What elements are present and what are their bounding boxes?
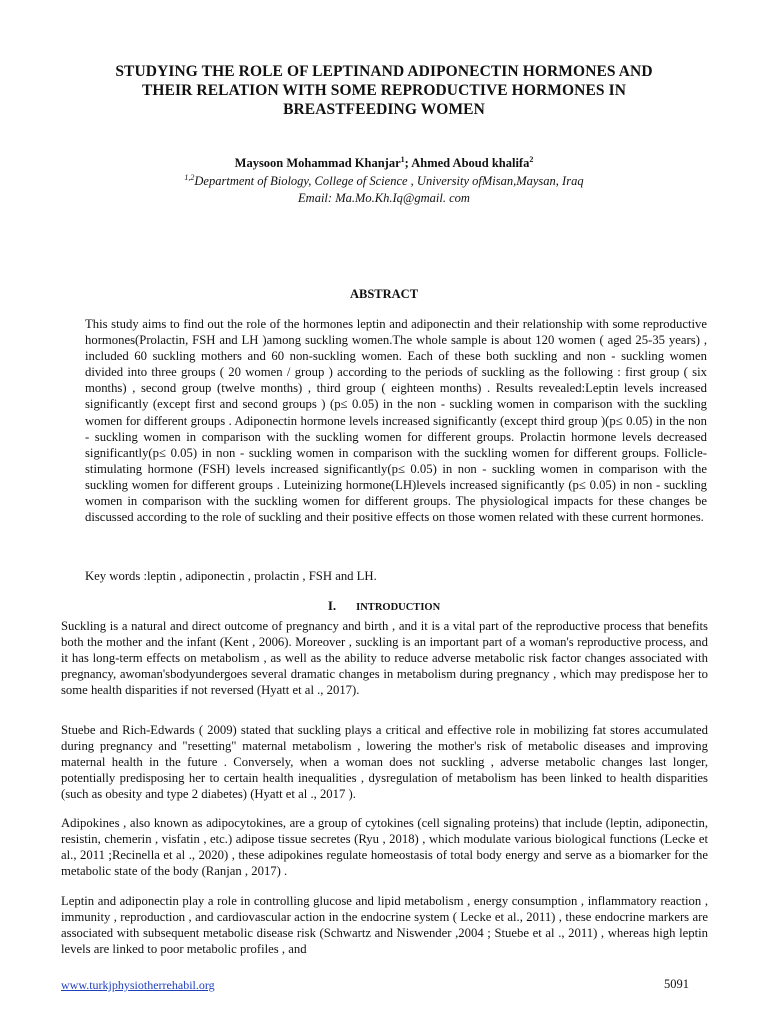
abstract-heading: ABSTRACT — [349, 287, 419, 301]
section-title: INTRODUCTION — [356, 602, 441, 613]
affiliation-text: Department of Biology, College of Science , University ofMisan,Maysan, Iraq — [194, 174, 584, 188]
affiliation-sup: 1,2 — [184, 172, 195, 182]
title-line-3: BREASTFEEDING WOMEN — [283, 101, 485, 118]
author-list — [0, 156, 768, 171]
section-number: I. — [327, 598, 337, 613]
intro-paragraph-2: Stuebe and Rich-Edwards ( 2009) stated that suckling plays a critical and effective role in mobilizing fat stores accumulated during pregnancy and "resetting" maternal metabolism , lowering the mother's risk of metabolic diseases and improving maternal health in the future . Conversely, when a woman does not suckling , adverse metabolic changes last longer, potentially predisposing her to certain health inequalities , dysregulation of metabolism has been linked to health disparities (such as obesity and type 2 diabetes) (Hyatt et al ., 2017 ). — [61, 723, 708, 802]
title-line-1: STUDYING THE ROLE OF LEPTINAND ADIPONECTIN HORMONES AND — [115, 63, 653, 80]
abstract-text: This study aims to find out the role of the hormones leptin and adiponectin and their relationship with some reproductive hormones(Prolactin, FSH and LH )among suckling women.The whole sample is about 120 women ( aged 25-35 years) , included 60 suckling mothers and 60 non-suckling women. Each of these both suckling and non - suckling women divided into three groups ( 20 women / group ) according to the periods of suckling as the following : first group ( six months) , second group (twelve months) , third group ( eighteen months) . Results revealed:Leptin levels increased significantly (except first and second groups ) (p≤ 0.05) in the non - suckling women in comparison with the suckling women for different groups . Adiponectin hormone levels increased significantly (except third group )(p≤ 0.05) in the non - suckling women in comparison with the suckling women for different groups. Prolactin hormone levels decreased significantly(p≤ 0.05) in non - suckling women in comparison with the suckling women for different groups. Follicle-stimulating hormone (FSH) levels increased significantly(p≤ 0.05) in non - suckling women in comparison with the suckling women for different groups . Luteinizing hormone(LH)levels increased significantly (p≤ 0.05) in non - suckling women in comparison with the suckling women for different groups. The physiological impacts for these changes be discussed according to the role of suckling and their positive effects on those women related with these current hormones. — [85, 317, 707, 525]
page-number: 5091 — [664, 977, 689, 991]
author-1: Maysoon Mohammad Khanjar — [234, 156, 401, 170]
author-2: Ahmed Aboud khalifa — [411, 156, 530, 170]
author-2-sup: 2 — [529, 154, 534, 164]
title-line-2: THEIR RELATION WITH SOME REPRODUCTIVE HORMONES IN — [141, 82, 627, 99]
affiliation — [0, 174, 768, 189]
author-1-sup: 1 — [400, 154, 405, 164]
paper-title — [60, 62, 708, 119]
journal-link[interactable]: www.turkjphysiotherrehabil.org — [61, 978, 215, 992]
intro-paragraph-3: Adipokines , also known as adipocytokines, are a group of cytokines (cell signaling proteins) that include (leptin, adiponectin, resistin, chemerin , visfatin , etc.) adipose tissue secretes (Ryu , 2018) , which modulate various biological functions (Lecke et al., 2011 ;Recinella et al ., 2020) , these adipokines regulate homeostasis of total body energy and serve as a biomarker for the metabolic state of the body (Ranjan , 2017) . — [61, 816, 708, 879]
author-separator: ; — [404, 156, 412, 170]
intro-paragraph-4: Leptin and adiponectin play a role in controlling glucose and lipid metabolism , energy consumption , inflammatory reaction , immunity , reproduction , and cardiovascular action in the endocrine system ( Lecke et al., 2011) , these endocrine markers are associated with subsequent metabolic disease risk (Schwartz and Niswender ,2004 ; Stuebe et al ., 2011) , whereas high leptin levels are linked to poor metabolic profiles , and — [61, 894, 708, 957]
author-email: Email: Ma.Mo.Kh.Iq@gmail. com — [298, 191, 470, 205]
keywords: Key words :leptin , adiponectin , prolactin , FSH and LH. — [85, 569, 377, 583]
intro-paragraph-1: Suckling is a natural and direct outcome of pregnancy and birth , and it is a vital part of the reproductive process that benefits both the mother and the infant (Kent , 2006). Moreover , suckling is an important part of a woman's reproductive process, and it has long-term effects on metabolism , as well as the ability to reduce adverse metabolic risk factor changes associated with pregnancy, awoman'sbodyundergoes several dramatic changes in metabolism during pregnancy , which may predispose her to some health disparities if not reversed (Hyatt et al ., 2017). — [61, 619, 708, 698]
section-heading — [0, 597, 768, 615]
